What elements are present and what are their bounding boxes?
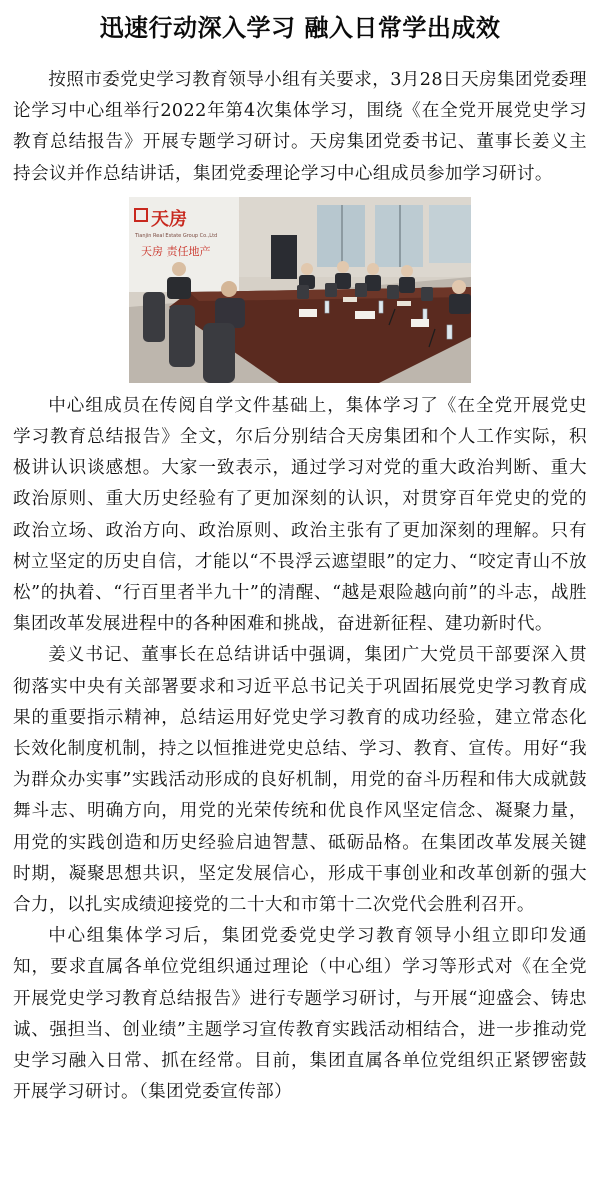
article-paragraph-1: 按照市委党史学习教育领导小组有关要求，3月28日天房集团党委理论学习中心组举行2022年第4次集体学习，围绕《在全党开展党史学习教育总结报告》开展专题学习研讨。天房集团党委书记、董事长姜义主持会议并作总结讲话，集团党委理论学习中心组成员参加学习研讨。 (13, 70, 587, 184)
article-paragraph-3: 姜义书记、董事长在总结讲话中强调，集团广大党员干部要深入贯彻落实中央有关部署要求和习近平总书记关于巩固拓展党史学习教育成果的重要指示精神，总结运用好党史学习教育的成功经验，建立常态化长效化制度机制，持之以恒推进党史总结、学习、教育、宣传。用好“我为群众办实事”实践活动形成的良好机制，用党的奋斗历程和伟大成就鼓舞斗志、明确方向，用党的光荣传统和优良作风坚定信念、凝聚力量，用党的实践创造和历史经验启迪智慧、砥砺品格。在集团改革发展关键时期，凝聚思想共识，坚定发展信心，形成干事创业和改革创新的强大合力，以扎实成绩迎接党的二十大和市第十二次党代会胜利召开。 (13, 645, 587, 916)
meeting-photo (129, 197, 471, 383)
meeting-photo-illustration (129, 197, 471, 383)
article-paragraph-4: 中心组集体学习后，集团党委党史学习教育领导小组立即印发通知，要求直属各单位党组织通过理论（中心组）学习等形式对《在全党开展党史学习教育总结报告》进行专题学习研讨，与开展“迎盛会、铸忠诚、强担当、创业绩”主题学习宣传教育实践活动相结合，进一步推动党史学习融入日常、抓在经常。目前，集团直属各单位党组织正紧锣密鼓开展学习研讨。（集团党委宣传部） (13, 926, 587, 1103)
sign-slogan: 天房 责任地产 (141, 244, 211, 258)
sign-english: Tianjin Real Estate Group Co.,Ltd (135, 232, 218, 239)
article-paragraph-2: 中心组成员在传阅自学文件基础上，集体学习了《在全党开展党史学习教育总结报告》全文，尔后分别结合天房集团和个人工作实际，积极讲认识谈感想。大家一致表示，通过学习对党的重大政治判断、重大政治原则、重大历史经验有了更加深刻的认识，对贯穿百年党史的党的政治立场、政治方向、政治原则、政治主张有了更加深刻的理解。只有树立坚定的历史自信，才能以“不畏浮云遮望眼”的定力、“咬定青山不放松”的执着、“行百里者半九十”的清醒、“越是艰险越向前”的斗志，战胜集团改革发展进程中的各种困难和挑战，奋进新征程、建功新时代。 (13, 395, 587, 635)
article-title: 迅速行动深入学习 融入日常学出成效 (99, 13, 501, 42)
sign-name: 天房 (151, 208, 187, 230)
